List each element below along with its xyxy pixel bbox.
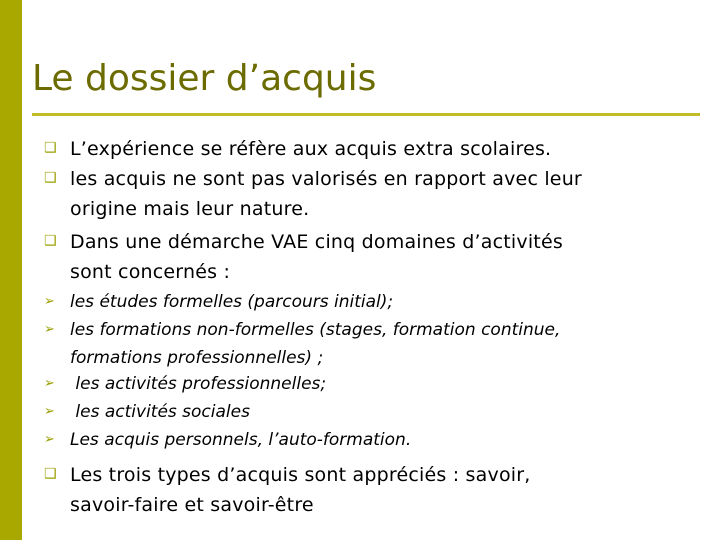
square-bullet-icon: ❑ [44,170,57,186]
square-bullet-icon: ❑ [44,140,57,156]
sub-bullet-text: les activités sociales [70,402,250,422]
sub-bullet-text: les études formelles (parcours initial); [70,292,394,312]
accent-side-bar [0,0,22,540]
sub-bullet-text: les activités professionnelles; [70,374,327,394]
arrow-bullet-icon: ➢ [44,376,55,391]
title-underline [32,113,700,116]
bullet-text: L’expérience se réfère aux acquis extra scolaires. [70,138,552,160]
arrow-bullet-icon: ➢ [44,432,55,447]
arrow-bullet-icon: ➢ [44,294,55,309]
sub-bullet-text: les formations non-formelles (stages, formation continue, formations professionnelles) ; [70,320,561,368]
bullet-text: Les trois types d’acquis sont appréciés : savoir, savoir-faire et savoir-être [70,464,531,516]
bullet-text: Dans une démarche VAE cinq domaines d’activités sont concernés : [70,231,563,283]
square-bullet-icon: ❑ [44,466,57,482]
arrow-bullet-icon: ➢ [44,322,55,337]
square-bullet-icon: ❑ [44,233,57,249]
sub-bullet-text: Les acquis personnels, l’auto-formation. [70,430,412,450]
slide-title: Le dossier d’acquis [32,58,377,99]
bullet-text: les acquis ne sont pas valorisés en rapport avec leur origine mais leur nature. [70,168,582,220]
arrow-bullet-icon: ➢ [44,404,55,419]
